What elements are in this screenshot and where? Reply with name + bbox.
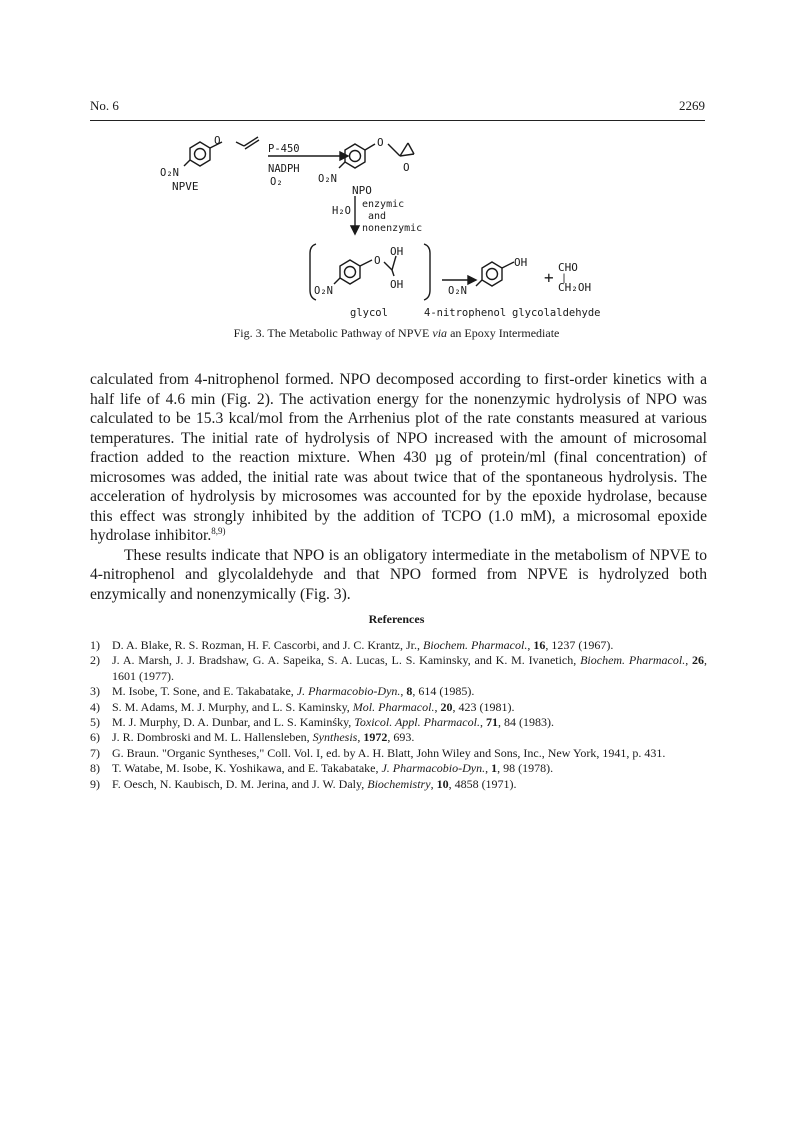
scheme-cho: CHO — [558, 261, 578, 274]
scheme-glycol-oh-bottom: OH — [390, 278, 404, 291]
reference-item — [90, 761, 707, 776]
references-list — [90, 638, 707, 792]
scheme-npve-o2n: O₂N — [160, 167, 179, 179]
scheme-npve-label: NPVE — [172, 180, 199, 193]
reference-text: D. A. Blake, R. S. Rozman, H. F. Cascorbi, and J. C. Krantz, Jr., Biochem. Pharmacol., 16, 1237 (1967). — [112, 638, 614, 652]
scheme-cofactor-p450: P-450 — [268, 143, 300, 155]
scheme-step2-condition-enzymic: enzymic — [362, 199, 405, 210]
body-paragraph-2: These results indicate that NPO is an obligatory intermediate in the metabolism of NPVE to 4-nitrophenol and glycolaldehyde and that NPO formed from NPVE is hydrolyzed both enzymically and nonenzymically (Fig. 3). — [90, 546, 707, 603]
scheme-step2-reagent: H₂O — [332, 205, 351, 217]
metabolic-pathway-scheme — [150, 128, 630, 328]
scheme-cofactor-o2: O₂ — [270, 176, 283, 188]
reference-text: G. Braun. "Organic Syntheses," Coll. Vol. I, ed. by A. H. Blatt, John Wiley and Sons, Inc., New York, 1941, p. 431. — [112, 745, 666, 760]
scheme-text — [160, 134, 601, 319]
body-paragraph-1: calculated from 4-nitrophenol formed. NPO decomposed according to first-order kinetics with a half life of 4.6 min (Fig. 2). The activation energy for the nonenzymic hydrolysis of NPO was calculated to be 15.3 kcal/mol from the Arrhenius plot of the rate constants measured at various temperatures. The initial rate of hydrolysis of NPO increased with the amount of microsomal fraction added to the reaction mixture. When 430 µg of protein/ml (final concentration) of microsomes was added, the initial rate was about twice that of the spontaneous hydrolysis. The acceleration of hydrolysis by microsomes was accounted for by the epoxide hydrolase, because this effect was strongly inhibited by the addition of TCPO (1.0 mM), a microsomal epoxide hydrolase inhibitor.$^{8,9)}$ — [90, 371, 707, 544]
scheme-glycol-oh-top: OH — [390, 245, 404, 258]
scheme-nitrophenol-label: 4-nitrophenol — [424, 307, 507, 319]
scheme-plus-sign: + — [544, 268, 554, 287]
scheme-ch2oh: CH₂OH — [558, 281, 592, 294]
scheme-npo-epoxide-o: O — [403, 161, 410, 174]
page-number: 2269 — [679, 98, 705, 113]
reference-text: S. M. Adams, M. J. Murphy, and L. S. Kaminsky, Mol. Pharmacol., 20, 423 (1981). — [112, 699, 515, 714]
scheme-aldehyde-bond: | — [561, 273, 568, 284]
reference-item — [90, 746, 707, 761]
reference-text: F. Oesch, N. Kaubisch, D. M. Jerina, and J. W. Daly, Biochemistry, 10, 4858 (1971). — [112, 776, 517, 791]
scheme-glycol-ether-o: O — [374, 254, 381, 267]
scheme-glycolaldehyde-label: glycolaldehyde — [512, 307, 601, 319]
scheme-npo-o2n: O₂N — [318, 173, 337, 185]
scheme-cofactor-nadph: NADPH — [268, 163, 300, 175]
reference-number: 4) — [90, 699, 100, 714]
reference-text: M. J. Murphy, D. A. Dunbar, and L. S. Kaminśky, Toxicol. Appl. Pharmacol., 71, 84 (1983). — [112, 715, 554, 730]
reference-item — [90, 730, 707, 745]
scheme-step2-condition-and: and — [368, 211, 387, 222]
reference-text: J. A. Marsh, J. J. Bradshaw, G. A. Sapeika, S. A. Lucas, L. S. Kaminsky, and K. M. Ivanetich, Biochem. Pharmacol., 26, 1601 (1977). — [112, 653, 708, 683]
reference-text: T. Watabe, M. Isobe, K. Yoshikawa, and E. Takabatake, J. Pharmacobio-Dyn., 1, 98 (1978). — [112, 761, 554, 776]
reference-number: 7) — [90, 745, 100, 760]
reference-number: 2) — [90, 653, 100, 668]
reference-number: 3) — [90, 684, 100, 699]
body-text — [90, 370, 707, 604]
scheme-phenol-o2n: O₂N — [448, 285, 467, 297]
reference-item — [90, 715, 707, 730]
reference-item — [90, 777, 707, 792]
scheme-npo-ether-o: O — [377, 136, 384, 149]
reference-number: 5) — [90, 715, 100, 730]
reference-item — [90, 653, 707, 684]
running-header-journal-issue: No. 6 — [90, 98, 119, 113]
reference-number: 8) — [90, 761, 100, 776]
reference-number: 1) — [90, 638, 100, 652]
scheme-npo-label: NPO — [352, 184, 372, 197]
citation-superscript: 8,9) — [211, 525, 226, 536]
reference-item — [90, 700, 707, 715]
scheme-phenol-oh: OH — [514, 256, 528, 269]
reference-text: M. Isobe, T. Sone, and E. Takabatake, J. Pharmacobio-Dyn., 8, 614 (1985). — [112, 684, 475, 699]
figure-caption: Fig. 3. The Metabolic Pathway of NPVE via an Epoxy Intermediate — [233, 326, 560, 340]
reference-item — [90, 684, 707, 699]
reference-number: 9) — [90, 776, 100, 791]
scheme-npve-ether-o: O — [214, 134, 221, 147]
scheme-step2-condition-nonenzymic: nonenzymic — [362, 223, 423, 234]
reference-item — [90, 638, 707, 653]
scheme-structures — [184, 137, 514, 300]
scheme-glycol-label: glycol — [350, 307, 388, 319]
scheme-glycol-o2n: O₂N — [314, 285, 333, 297]
header-rule — [90, 120, 705, 121]
reference-text: J. R. Dombroski and M. L. Hallensleben, Synthesis, 1972, 693. — [112, 730, 415, 745]
references-heading: References — [368, 612, 425, 626]
reference-number: 6) — [90, 730, 100, 745]
